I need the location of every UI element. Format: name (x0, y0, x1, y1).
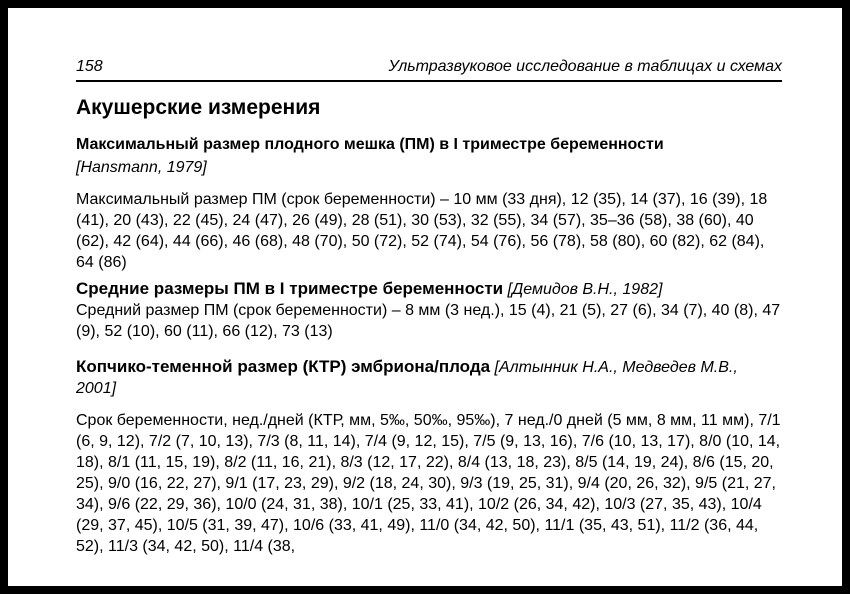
section-2-citation: [Демидов В.Н., 1982] (507, 281, 663, 298)
section-3-body: Срок беременности, нед./дней (КТР, мм, 5‰, 50‰, 95‰), 7 нед./0 дней (5 мм, 8 мм, 11 мм), 7/1 (6, 9, 12), 7/2 (7, 10, 13), 7/3 (8, 11, 14), 7/4 (9, 12, 15), 7/5 (9, 13, 16), 7/6 (10, 13, 17), 8/0 (10, 14, 18), 8/1 (11, 15, 19), 8/2 (11, 16, 21), 8/3 (12, 17, 22), 8/4 (13, 18, 23), 8/5 (14, 19, 24), 8/6 (15, 20, 25), 9/0 (16, 22, 27), 9/1 (17, 23, 29), 9/2 (18, 24, 30), 9/3 (19, 25, 31), 9/4 (20, 26, 32), 9/5 (21, 27, 34), 9/6 (22, 29, 36), 10/0 (24, 31, 38), 10/1 (25, 33, 41), 10/2 (26, 34, 42), 10/3 (27, 35, 43), 10/4 (29, 37, 45), 10/5 (31, 39, 47), 10/6 (33, 41, 49), 11/0 (34, 42, 50), 11/1 (35, 43, 51), 11/2 (36, 44, 52), 11/3 (34, 42, 50), 11/4 (38, (76, 412, 781, 555)
page-header (76, 50, 782, 82)
page-number: 158 (76, 58, 103, 75)
section-2-body: Средний размер ПМ (срок беременности) – 8 мм (3 нед.), 15 (4), 21 (5), 27 (6), 34 (7), 40 (8), 47 (9), 52 (10), 60 (11), 66 (12), 73 (13) (76, 302, 781, 340)
section-2-title: Средние размеры ПМ в I триместре беременности (76, 279, 504, 298)
section-3-title: Копчико-теменной размер (КТР) эмбриона/плода (76, 357, 491, 376)
section-1-title: Максимальный размер плодного мешка (ПМ) в I триместре беременности (76, 136, 664, 153)
section-1-body: Максимальный размер ПМ (срок беременности) – 10 мм (33 дня), 12 (35), 14 (37), 16 (39), 18 (41), 20 (43), 22 (45), 24 (47), 26 (49), 28 (51), 30 (53), 32 (55), 34 (57), 35–36 (58), 38 (60), 40 (62), 42 (64), 44 (66), 46 (68), 48 (70), 50 (72), 52 (74), 54 (76), 56 (78), 58 (80), 60 (82), 62 (84), 64 (86) (76, 191, 768, 271)
section-1-citation: [Hansmann, 1979] (76, 159, 207, 176)
section-3-heading (76, 356, 782, 399)
section-2-heading (76, 278, 782, 300)
book-page (8, 8, 842, 586)
chapter-title: Акушерские измерения (76, 96, 321, 119)
section-3-citation: [Алтынник Н.А., Медведев М.В., 2001] (76, 359, 738, 397)
running-title: Ультразвуковое исследование в таблицах и схемах (388, 58, 782, 75)
